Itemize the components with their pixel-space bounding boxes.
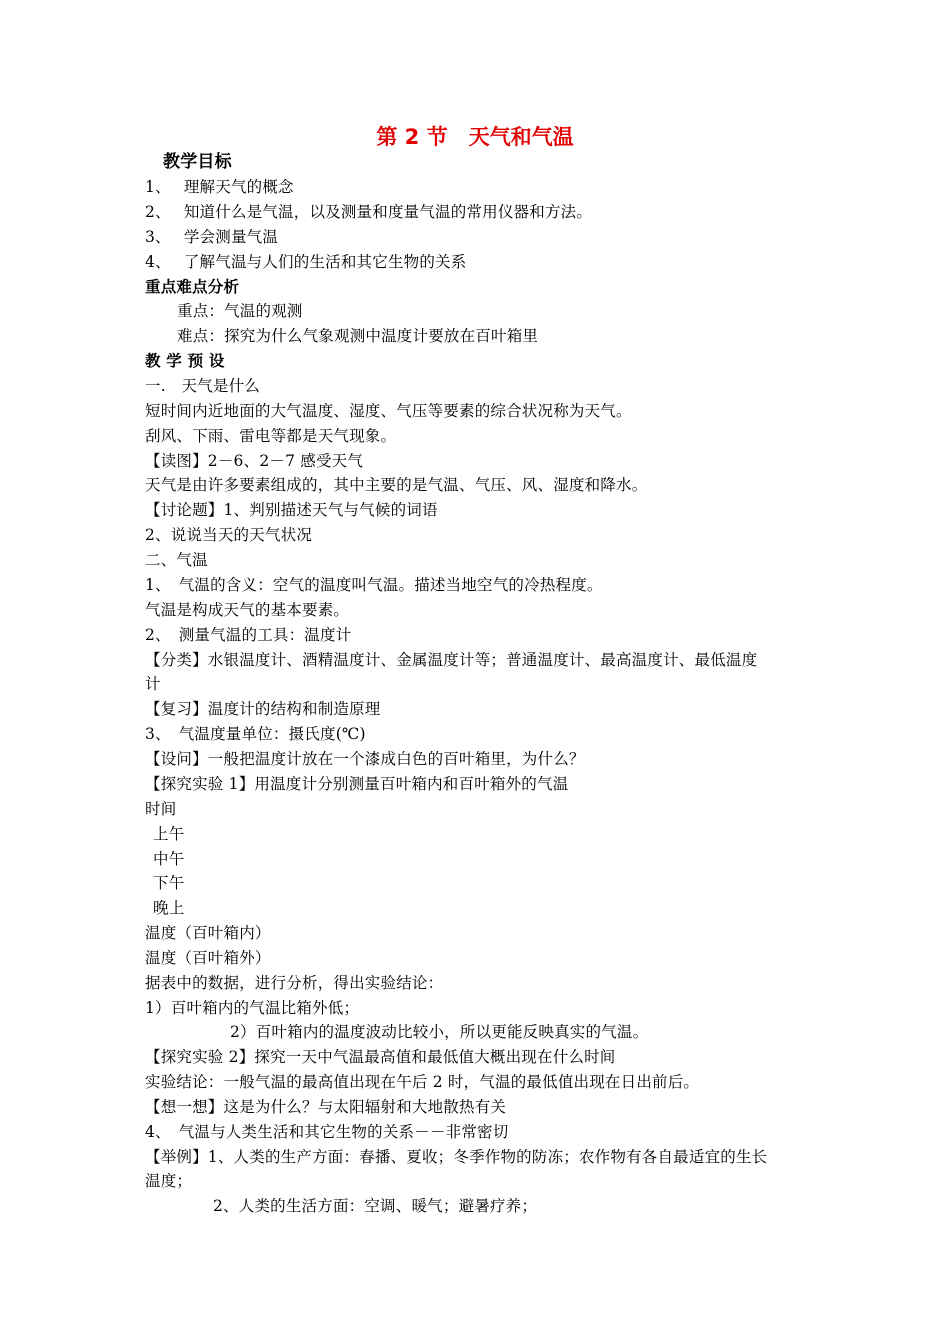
text-line: 4、 了解气温与人们的生活和其它生物的关系 bbox=[145, 253, 467, 271]
text-line: 【探究实验 1】用温度计分别测量百叶箱内和百叶箱外的气温 bbox=[145, 775, 569, 793]
text-line: 1、 理解天气的概念 bbox=[145, 178, 294, 196]
text-line: 1）百叶箱内的气温比箱外低； bbox=[145, 999, 360, 1017]
text-line: 4、 气温与人类生活和其它生物的关系－－非常密切 bbox=[145, 1123, 509, 1141]
text-line: 【讨论题】1、判别描述天气与气候的词语 bbox=[145, 501, 438, 519]
text-line: 教学目标 bbox=[163, 152, 232, 172]
text-line: 温度（百叶箱外） bbox=[145, 949, 271, 967]
text-line: 2）百叶箱内的温度波动比较小，所以更能反映真实的气温。 bbox=[230, 1023, 649, 1041]
text-line: 晚上 bbox=[153, 899, 185, 917]
text-line: 气温是构成天气的基本要素。 bbox=[145, 601, 350, 619]
text-line: 【想一想】这是为什么？与太阳辐射和大地散热有关 bbox=[145, 1098, 507, 1116]
text-line: 3、 气温度量单位：摄氏度(℃) bbox=[145, 725, 366, 743]
text-line: 2、 知道什么是气温，以及测量和度量气温的常用仪器和方法。 bbox=[145, 203, 593, 221]
text-line: 实验结论：一般气温的最高值出现在午后 2 时，气温的最低值出现在日出前后。 bbox=[145, 1073, 700, 1091]
text-line: 据表中的数据，进行分析，得出实验结论： bbox=[145, 974, 444, 992]
text-line: 1、 气温的含义：空气的温度叫气温。描述当地空气的冷热程度。 bbox=[145, 576, 603, 594]
text-line: 刮风、下雨、雷电等都是天气现象。 bbox=[145, 427, 397, 445]
text-line: 2、说说当天的天气状况 bbox=[145, 526, 313, 544]
text-line: 教 学 预 设 bbox=[145, 352, 225, 370]
text-line: 温度（百叶箱内） bbox=[145, 924, 271, 942]
text-line: 【读图】2－6、2－7 感受天气 bbox=[145, 452, 364, 470]
text-line: 2、人类的生活方面：空调、暖气；避暑疗养； bbox=[213, 1197, 538, 1215]
text-line: 计 bbox=[145, 675, 161, 693]
text-line: 一. 天气是什么 bbox=[145, 377, 261, 395]
text-line: 【分类】水银温度计、酒精温度计、金属温度计等；普通温度计、最高温度计、最低温度 bbox=[145, 651, 758, 669]
text-line: 温度； bbox=[145, 1172, 193, 1190]
text-line: 短时间内近地面的大气温度、湿度、气压等要素的综合状况称为天气。 bbox=[145, 402, 632, 420]
text-line: 2、 测量气温的工具：温度计 bbox=[145, 626, 352, 644]
page-title: 第 2 节 天气和气温 bbox=[376, 125, 574, 149]
text-line: 下午 bbox=[153, 874, 185, 892]
text-line: 上午 bbox=[153, 825, 185, 843]
text-line: 天气是由许多要素组成的，其中主要的是气温、气压、风、湿度和降水。 bbox=[145, 476, 648, 494]
text-line: 【探究实验 2】探究一天中气温最高值和最低值大概出现在什么时间 bbox=[145, 1048, 616, 1066]
text-line: 【复习】温度计的结构和制造原理 bbox=[145, 700, 381, 718]
text-line: 重点难点分析 bbox=[145, 278, 240, 296]
text-line: 难点：探究为什么气象观测中温度计要放在百叶箱里 bbox=[177, 327, 539, 345]
text-line: 中午 bbox=[153, 850, 185, 868]
text-line: 【设问】一般把温度计放在一个漆成白色的百叶箱里，为什么？ bbox=[145, 750, 585, 768]
text-line: 时间 bbox=[145, 800, 177, 818]
text-line: 二、气温 bbox=[145, 551, 208, 569]
text-line: 重点：气温的观测 bbox=[177, 302, 303, 320]
text-line: 3、 学会测量气温 bbox=[145, 228, 279, 246]
text-line: 【举例】1、人类的生产方面：春播、夏收；冬季作物的防冻；农作物有各自最适宜的生长 bbox=[145, 1148, 768, 1166]
